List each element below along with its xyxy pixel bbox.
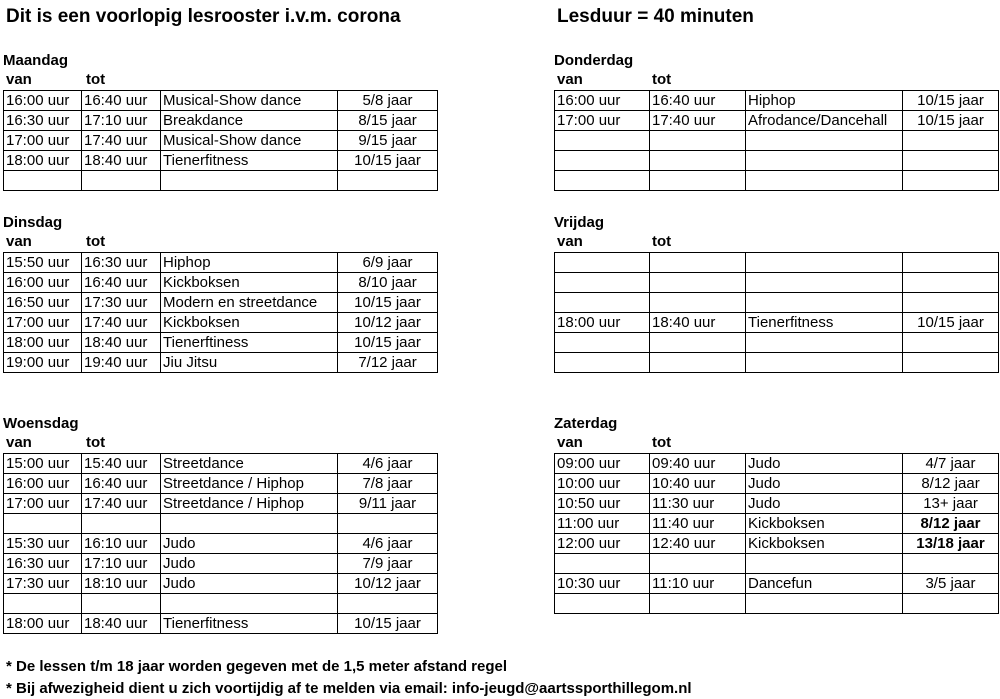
table-row [4, 273, 438, 293]
schedule-table [554, 252, 999, 373]
start-time-cell: 16:00 uur [555, 91, 650, 111]
table-row [4, 333, 438, 353]
start-time-cell [4, 171, 82, 191]
age-group-cell: 13+ jaar [903, 494, 999, 514]
activity-cell: Kickboksen [746, 514, 903, 534]
activity-cell: Musical-Show dance [161, 91, 338, 111]
table-row [555, 474, 999, 494]
column-header-tot: tot [86, 233, 106, 250]
age-group-cell: 10/15 jaar [903, 91, 999, 111]
activity-cell: Judo [161, 574, 338, 594]
page-title: Dit is een voorlopig lesrooster i.v.m. corona [6, 6, 401, 27]
start-time-cell: 18:00 uur [555, 313, 650, 333]
age-group-cell: 9/11 jaar [338, 494, 438, 514]
schedule-table [3, 252, 438, 373]
activity-cell [161, 171, 338, 191]
age-group-cell [338, 594, 438, 614]
start-time-cell: 16:30 uur [4, 554, 82, 574]
activity-cell: Afrodance/Dancehall [746, 111, 903, 131]
column-header-tot: tot [86, 434, 106, 451]
age-group-cell: 3/5 jaar [903, 574, 999, 594]
age-group-cell [903, 293, 999, 313]
start-time-cell: 15:00 uur [4, 454, 82, 474]
start-time-cell [555, 253, 650, 273]
end-time-cell: 17:10 uur [82, 554, 161, 574]
start-time-cell: 16:00 uur [4, 91, 82, 111]
start-time-cell [4, 594, 82, 614]
activity-cell [746, 253, 903, 273]
start-time-cell: 17:00 uur [4, 313, 82, 333]
table-row [4, 91, 438, 111]
end-time-cell: 11:40 uur [650, 514, 746, 534]
activity-cell [161, 594, 338, 614]
table-row [4, 353, 438, 373]
activity-cell: Judo [161, 554, 338, 574]
day-name: Zaterdag [554, 415, 618, 432]
end-time-cell [650, 594, 746, 614]
table-row [4, 574, 438, 594]
age-group-cell: 8/10 jaar [338, 273, 438, 293]
age-group-cell: 7/8 jaar [338, 474, 438, 494]
end-time-cell [650, 554, 746, 574]
column-header-tot: tot [86, 71, 106, 88]
activity-cell: Judo [746, 494, 903, 514]
activity-cell: Tienerftiness [161, 333, 338, 353]
end-time-cell [650, 171, 746, 191]
start-time-cell [555, 353, 650, 373]
table-row [4, 111, 438, 131]
end-time-cell: 17:40 uur [650, 111, 746, 131]
table-row [4, 253, 438, 273]
table-row [555, 574, 999, 594]
start-time-cell: 16:00 uur [4, 474, 82, 494]
table-row [4, 313, 438, 333]
age-group-cell: 10/15 jaar [338, 333, 438, 353]
end-time-cell: 09:40 uur [650, 454, 746, 474]
end-time-cell: 16:40 uur [82, 273, 161, 293]
activity-cell: Tienerfitness [161, 614, 338, 634]
table-row [4, 534, 438, 554]
end-time-cell [650, 273, 746, 293]
end-time-cell: 16:10 uur [82, 534, 161, 554]
age-group-cell: 8/15 jaar [338, 111, 438, 131]
column-header-van: van [6, 434, 32, 451]
day-schedule-vrijdag [554, 214, 999, 373]
end-time-cell: 12:40 uur [650, 534, 746, 554]
day-name: Maandag [3, 52, 69, 69]
start-time-cell: 10:30 uur [555, 574, 650, 594]
age-group-cell [903, 353, 999, 373]
column-headers [554, 70, 999, 90]
activity-cell: Hiphop [746, 91, 903, 111]
start-time-cell: 16:00 uur [4, 273, 82, 293]
end-time-cell: 16:40 uur [82, 91, 161, 111]
end-time-cell: 16:40 uur [650, 91, 746, 111]
age-group-cell: 10/15 jaar [338, 293, 438, 313]
end-time-cell: 10:40 uur [650, 474, 746, 494]
age-group-cell [903, 253, 999, 273]
table-row [555, 253, 999, 273]
activity-cell: Kickboksen [161, 273, 338, 293]
start-time-cell: 10:00 uur [555, 474, 650, 494]
activity-cell: Streetdance / Hiphop [161, 474, 338, 494]
day-schedule-zaterdag [554, 415, 999, 614]
end-time-cell: 18:40 uur [82, 151, 161, 171]
activity-cell: Tienerfitness [161, 151, 338, 171]
table-row [4, 474, 438, 494]
start-time-cell: 16:50 uur [4, 293, 82, 313]
start-time-cell: 09:00 uur [555, 454, 650, 474]
activity-cell: Judo [746, 474, 903, 494]
table-row [555, 171, 999, 191]
table-row [555, 293, 999, 313]
age-group-cell: 4/6 jaar [338, 454, 438, 474]
end-time-cell: 11:10 uur [650, 574, 746, 594]
start-time-cell [555, 554, 650, 574]
age-group-cell: 7/12 jaar [338, 353, 438, 373]
activity-cell: Kickboksen [746, 534, 903, 554]
schedule-table [554, 90, 999, 191]
activity-cell: Hiphop [161, 253, 338, 273]
start-time-cell [555, 293, 650, 313]
age-group-cell: 10/15 jaar [338, 614, 438, 634]
table-row [555, 594, 999, 614]
end-time-cell [650, 131, 746, 151]
start-time-cell: 10:50 uur [555, 494, 650, 514]
end-time-cell: 18:40 uur [82, 614, 161, 634]
start-time-cell [555, 131, 650, 151]
age-group-cell: 4/7 jaar [903, 454, 999, 474]
column-headers [3, 70, 438, 90]
start-time-cell: 11:00 uur [555, 514, 650, 534]
column-headers [3, 232, 438, 252]
schedule-table [3, 90, 438, 191]
activity-cell: Musical-Show dance [161, 131, 338, 151]
column-headers [3, 433, 438, 453]
age-group-cell [903, 151, 999, 171]
age-group-cell: 9/15 jaar [338, 131, 438, 151]
end-time-cell [650, 293, 746, 313]
age-group-cell: 13/18 jaar [903, 534, 999, 554]
table-row [555, 494, 999, 514]
column-header-van: van [557, 233, 583, 250]
table-row [555, 514, 999, 534]
activity-cell [161, 514, 338, 534]
table-row [4, 614, 438, 634]
start-time-cell: 15:50 uur [4, 253, 82, 273]
table-row [555, 91, 999, 111]
day-name: Vrijdag [554, 214, 605, 231]
day-schedule-woensdag [3, 415, 438, 634]
column-headers [554, 433, 999, 453]
table-row [555, 554, 999, 574]
start-time-cell: 18:00 uur [4, 151, 82, 171]
age-group-cell: 5/8 jaar [338, 91, 438, 111]
end-time-cell [650, 151, 746, 171]
age-group-cell: 10/15 jaar [903, 313, 999, 333]
table-row [4, 131, 438, 151]
age-group-cell [903, 273, 999, 293]
end-time-cell: 17:40 uur [82, 494, 161, 514]
end-time-cell: 17:30 uur [82, 293, 161, 313]
end-time-cell [650, 253, 746, 273]
end-time-cell [82, 594, 161, 614]
activity-cell: Judo [161, 534, 338, 554]
activity-cell: Modern en streetdance [161, 293, 338, 313]
schedule-table [3, 453, 438, 634]
end-time-cell: 17:40 uur [82, 131, 161, 151]
start-time-cell [555, 171, 650, 191]
start-time-cell: 16:30 uur [4, 111, 82, 131]
table-row [4, 293, 438, 313]
end-time-cell: 18:10 uur [82, 574, 161, 594]
table-row [4, 554, 438, 574]
age-group-cell: 10/12 jaar [338, 574, 438, 594]
day-name: Donderdag [554, 52, 634, 69]
start-time-cell [555, 273, 650, 293]
activity-cell: Jiu Jitsu [161, 353, 338, 373]
end-time-cell: 15:40 uur [82, 454, 161, 474]
day-name: Dinsdag [3, 214, 63, 231]
activity-cell [746, 353, 903, 373]
column-header-van: van [6, 71, 32, 88]
day-name: Woensdag [3, 415, 79, 432]
start-time-cell [555, 594, 650, 614]
activity-cell [746, 333, 903, 353]
lesson-duration: Lesduur = 40 minuten [557, 6, 754, 27]
table-row [4, 594, 438, 614]
end-time-cell: 18:40 uur [82, 333, 161, 353]
activity-cell: Kickboksen [161, 313, 338, 333]
column-header-van: van [557, 434, 583, 451]
age-group-cell [338, 514, 438, 534]
end-time-cell: 16:40 uur [82, 474, 161, 494]
age-group-cell [903, 594, 999, 614]
activity-cell: Breakdance [161, 111, 338, 131]
start-time-cell: 18:00 uur [4, 333, 82, 353]
start-time-cell: 15:30 uur [4, 534, 82, 554]
age-group-cell: 6/9 jaar [338, 253, 438, 273]
start-time-cell: 17:00 uur [4, 131, 82, 151]
table-row [555, 273, 999, 293]
age-group-cell [903, 554, 999, 574]
activity-cell: Streetdance [161, 454, 338, 474]
column-header-van: van [557, 71, 583, 88]
activity-cell: Judo [746, 454, 903, 474]
end-time-cell [82, 514, 161, 534]
start-time-cell: 19:00 uur [4, 353, 82, 373]
age-group-cell [903, 171, 999, 191]
table-row [4, 151, 438, 171]
schedule-table [554, 453, 999, 614]
activity-cell [746, 554, 903, 574]
column-header-tot: tot [652, 233, 672, 250]
end-time-cell: 18:40 uur [650, 313, 746, 333]
day-schedule-dinsdag [3, 214, 438, 373]
age-group-cell: 8/12 jaar [903, 474, 999, 494]
table-row [555, 111, 999, 131]
start-time-cell [4, 514, 82, 534]
table-row [555, 454, 999, 474]
column-header-tot: tot [652, 434, 672, 451]
table-row [555, 333, 999, 353]
note-distance: * De lessen t/m 18 jaar worden gegeven met de 1,5 meter afstand regel [6, 658, 508, 675]
age-group-cell: 10/12 jaar [338, 313, 438, 333]
day-schedule-maandag [3, 52, 438, 191]
table-row [4, 171, 438, 191]
column-headers [554, 232, 999, 252]
end-time-cell [650, 353, 746, 373]
table-row [4, 514, 438, 534]
age-group-cell: 8/12 jaar [903, 514, 999, 534]
activity-cell: Dancefun [746, 574, 903, 594]
start-time-cell: 17:00 uur [555, 111, 650, 131]
activity-cell [746, 594, 903, 614]
table-row [4, 494, 438, 514]
end-time-cell: 17:10 uur [82, 111, 161, 131]
end-time-cell [650, 333, 746, 353]
table-row [555, 131, 999, 151]
end-time-cell: 11:30 uur [650, 494, 746, 514]
activity-cell [746, 171, 903, 191]
end-time-cell: 17:40 uur [82, 313, 161, 333]
end-time-cell [82, 171, 161, 191]
end-time-cell: 16:30 uur [82, 253, 161, 273]
column-header-tot: tot [652, 71, 672, 88]
activity-cell [746, 293, 903, 313]
start-time-cell: 12:00 uur [555, 534, 650, 554]
start-time-cell: 17:00 uur [4, 494, 82, 514]
activity-cell: Streetdance / Hiphop [161, 494, 338, 514]
age-group-cell: 10/15 jaar [338, 151, 438, 171]
start-time-cell: 18:00 uur [4, 614, 82, 634]
age-group-cell: 7/9 jaar [338, 554, 438, 574]
end-time-cell: 19:40 uur [82, 353, 161, 373]
note-absence: * Bij afwezigheid dient u zich voortijdig af te melden via email: info-jeugd@aartssporthillegom.nl [6, 680, 692, 697]
start-time-cell [555, 151, 650, 171]
age-group-cell [903, 131, 999, 151]
start-time-cell: 17:30 uur [4, 574, 82, 594]
table-row [4, 454, 438, 474]
table-row [555, 353, 999, 373]
activity-cell: Tienerfitness [746, 313, 903, 333]
activity-cell [746, 131, 903, 151]
start-time-cell [555, 333, 650, 353]
activity-cell [746, 151, 903, 171]
table-row [555, 313, 999, 333]
age-group-cell: 4/6 jaar [338, 534, 438, 554]
age-group-cell [338, 171, 438, 191]
column-header-van: van [6, 233, 32, 250]
day-schedule-donderdag [554, 52, 999, 191]
table-row [555, 534, 999, 554]
age-group-cell [903, 333, 999, 353]
activity-cell [746, 273, 903, 293]
age-group-cell: 10/15 jaar [903, 111, 999, 131]
table-row [555, 151, 999, 171]
